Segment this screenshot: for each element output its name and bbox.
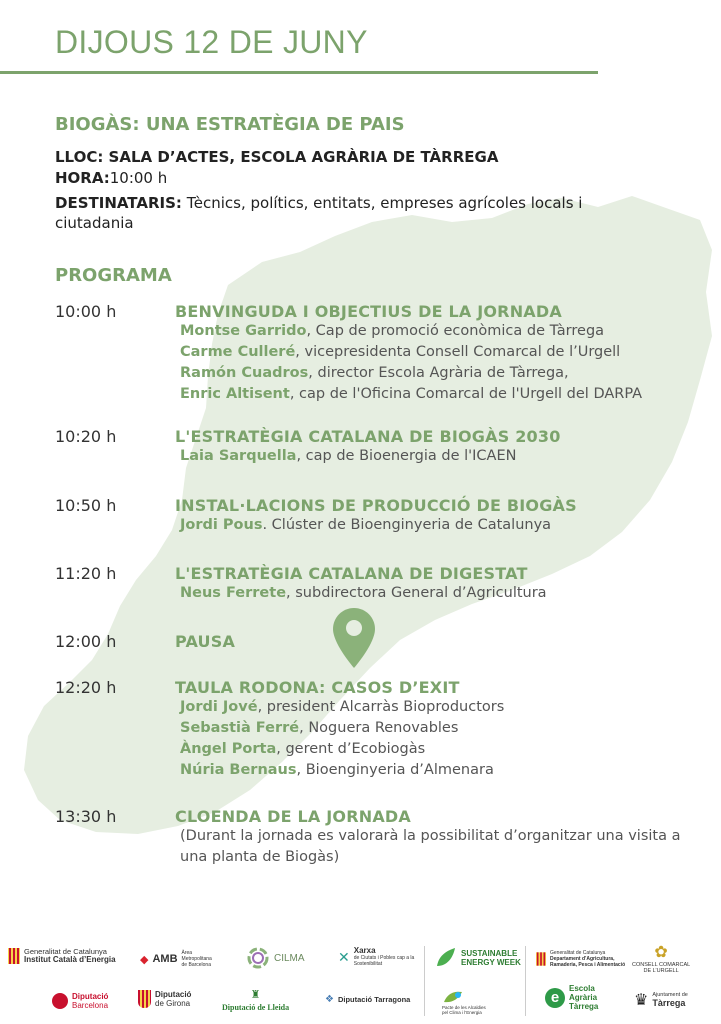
location-pin-icon — [333, 608, 375, 668]
sponsor-logos — [0, 938, 721, 1024]
logo-amb — [140, 950, 218, 968]
logo-gencat-agricultura — [536, 950, 634, 968]
logo-text: Agrària — [569, 993, 598, 1002]
girona-shield-icon — [138, 990, 151, 1008]
logo-cilma — [246, 946, 305, 970]
escola-e-icon: e — [545, 988, 565, 1008]
logo-text: Generalitat de Catalunya — [550, 950, 606, 956]
item-title: CLOENDA DE LA JORNADA — [175, 807, 411, 826]
speaker — [175, 718, 705, 739]
speaker-name: Enric Altisent — [180, 386, 290, 402]
item-time: 11:20 h — [55, 564, 117, 583]
diputacio-barcelona-icon — [52, 993, 68, 1009]
speaker — [175, 363, 705, 384]
venue-line: LLOC: SALA D’ACTES, ESCOLA AGRÀRIA DE TÀRREGA — [55, 148, 499, 166]
closing-note: (Durant la jornada es valorarà la possibilitat d’organitzar una visita a una planta de Biogàs) — [180, 828, 681, 865]
speaker — [175, 697, 705, 718]
logo-divider — [424, 946, 425, 1016]
logo-text: Barcelona — [72, 1001, 109, 1010]
speaker-role: , subdirectora General d’Agricultura — [286, 585, 547, 601]
speaker-name: Núria Bernaus — [180, 762, 297, 778]
logo-text: Diputació de Lleida — [222, 1003, 290, 1012]
logo-text: pel Clima i l’Energia — [442, 1010, 482, 1015]
speaker-role: , president Alcarràs Bioproductors — [257, 699, 505, 715]
speaker — [175, 515, 705, 536]
item-title: TAULA RODONA: CASOS D’EXIT — [175, 678, 460, 697]
speaker-name: Sebastià Ferré — [180, 720, 300, 736]
item-title: L'ESTRATÈGIA CATALANA DE BIOGÀS 2030 — [175, 427, 561, 446]
logo-text: ENERGY WEEK — [461, 958, 521, 967]
speaker — [175, 321, 705, 342]
xarxa-mark-icon: ✕ — [338, 949, 350, 966]
audience-line — [55, 193, 665, 233]
logo-diputacio-lleida — [222, 988, 289, 1012]
speaker-name: Laia Sarquella — [180, 448, 297, 464]
speaker-role: , director Escola Agrària de Tàrrega, — [308, 365, 569, 381]
leaf-icon — [435, 946, 457, 972]
speaker — [175, 583, 705, 604]
speaker-name: Jordi Pous — [180, 517, 263, 533]
programme-title: PROGRAMA — [55, 265, 172, 286]
lleida-crest-icon: ♜ — [250, 988, 261, 1001]
logo-xarxa — [338, 948, 424, 967]
logo-ajuntament-tarrega — [634, 990, 688, 1009]
logo-consell-comarcal — [632, 942, 690, 974]
audience-value: Tècnics, polítics, entitats, empreses agrícoles locals i ciutadania — [55, 194, 583, 232]
logo-text: Institut Català d’Energia — [24, 955, 116, 964]
logo-text: DE L’URGELL — [643, 968, 679, 974]
audience-label: DESTINATARIS: — [55, 194, 182, 212]
logo-text: Xarxa — [353, 946, 376, 955]
pacte-leaf-icon — [442, 990, 464, 1004]
speaker-role: , Noguera Renovables — [299, 720, 459, 736]
time-line — [55, 169, 167, 187]
consell-emblem-icon: ✿ — [654, 942, 668, 961]
speaker-role: , gerent d’Ecobiogàs — [276, 741, 426, 757]
amb-mark-icon: ◆ — [140, 952, 149, 966]
item-title: BENVINGUDA I OBJECTIUS DE LA JORNADA — [175, 302, 562, 321]
speaker-name: Àngel Porta — [180, 741, 277, 757]
speaker-role: , cap de Bioenergia de l'ICAEN — [296, 448, 517, 464]
logo-text: Generalitat de Catalunya — [24, 947, 107, 956]
logo-text: CILMA — [274, 952, 305, 964]
catalan-flag-icon — [536, 952, 546, 966]
logo-text: Pacte de les Alcaldies — [442, 1005, 486, 1010]
speaker-role: , cap de l'Oficina Comarcal de l'Urgell del DARPA — [289, 386, 643, 402]
logo-generalitat-icaen — [8, 948, 116, 964]
logo-escola-agraria-tarrega — [545, 984, 598, 1011]
logo-text: Tàrrega — [652, 997, 686, 1008]
logo-text: Departament d’Agricultura, Ramaderia, Pesca i Alimentació — [550, 956, 626, 968]
item-time: 13:30 h — [55, 807, 117, 826]
speaker-name: Neus Ferrete — [180, 585, 287, 601]
catalan-flag-icon — [8, 948, 20, 964]
speaker-name: Montse Garrido — [180, 323, 307, 339]
speaker-role: , Bioenginyeria d’Almenara — [296, 762, 494, 778]
speaker-role: , vicepresidenta Consell Comarcal de l’Urgell — [295, 344, 621, 360]
speaker — [175, 760, 705, 781]
logo-text: Ajuntament de — [652, 991, 688, 998]
title-underline — [0, 71, 598, 74]
logo-text: de Girona — [155, 999, 191, 1008]
logo-text: Diputació Tarragona — [337, 995, 411, 1004]
logo-text: Diputació — [155, 990, 192, 999]
logo-text: CONSELL COMARCAL — [632, 962, 691, 968]
speaker — [175, 739, 705, 760]
item-time: 10:20 h — [55, 427, 117, 446]
tarrega-crest-icon: ♛ — [634, 990, 649, 1009]
item-title: L'ESTRATÈGIA CATALANA DE DIGESTAT — [175, 564, 528, 583]
speaker-role: , Cap de promoció econòmica de Tàrrega — [306, 323, 605, 339]
tarragona-emblem-icon: ❖ — [325, 994, 334, 1005]
logo-text: Àrea Metropolitana de Barcelona — [181, 950, 212, 968]
event-title: BIOGÀS: UNA ESTRATÈGIA DE PAIS — [55, 114, 405, 135]
item-title: INSTAL·LACIONS DE PRODUCCIÓ DE BIOGÀS — [175, 496, 577, 515]
date-title: DIJOUS 12 DE JUNY — [55, 24, 368, 60]
item-time: 10:50 h — [55, 496, 117, 515]
logo-text: Diputació — [72, 992, 109, 1001]
time-label: HORA: — [55, 169, 110, 187]
logo-sustainable-energy-week — [435, 946, 521, 972]
logo-diputacio-tarragona — [325, 994, 410, 1005]
cilma-circle-icon — [246, 946, 270, 970]
speaker-name: Jordi Jové — [180, 699, 258, 715]
logo-text: de Ciutats i Pobles cap a la Sostenibilitat — [353, 955, 415, 967]
logo-text: Tàrrega — [569, 1002, 599, 1011]
item-time: 10:00 h — [55, 302, 117, 321]
logo-diputacio-barcelona — [52, 992, 108, 1010]
item-time: 12:00 h — [55, 632, 117, 651]
speaker-name: Ramón Cuadros — [180, 365, 309, 381]
speaker — [175, 446, 705, 467]
speaker — [175, 342, 705, 363]
item-time: 12:20 h — [55, 678, 117, 697]
time-value: 10:00 h — [109, 169, 168, 187]
speaker-role: . Clúster de Bioenginyeria de Catalunya — [262, 517, 552, 533]
logo-text: AMB — [152, 953, 178, 965]
logo-diputacio-girona — [138, 990, 191, 1008]
logo-pacte-alcaldies — [442, 990, 486, 1015]
item-title: PAUSA — [175, 632, 236, 651]
logo-text: SUSTAINABLE — [461, 949, 518, 958]
logo-text: Escola — [569, 984, 595, 993]
logo-divider — [525, 946, 526, 1016]
speaker — [175, 384, 705, 405]
speaker-name: Carme Culleré — [180, 344, 296, 360]
